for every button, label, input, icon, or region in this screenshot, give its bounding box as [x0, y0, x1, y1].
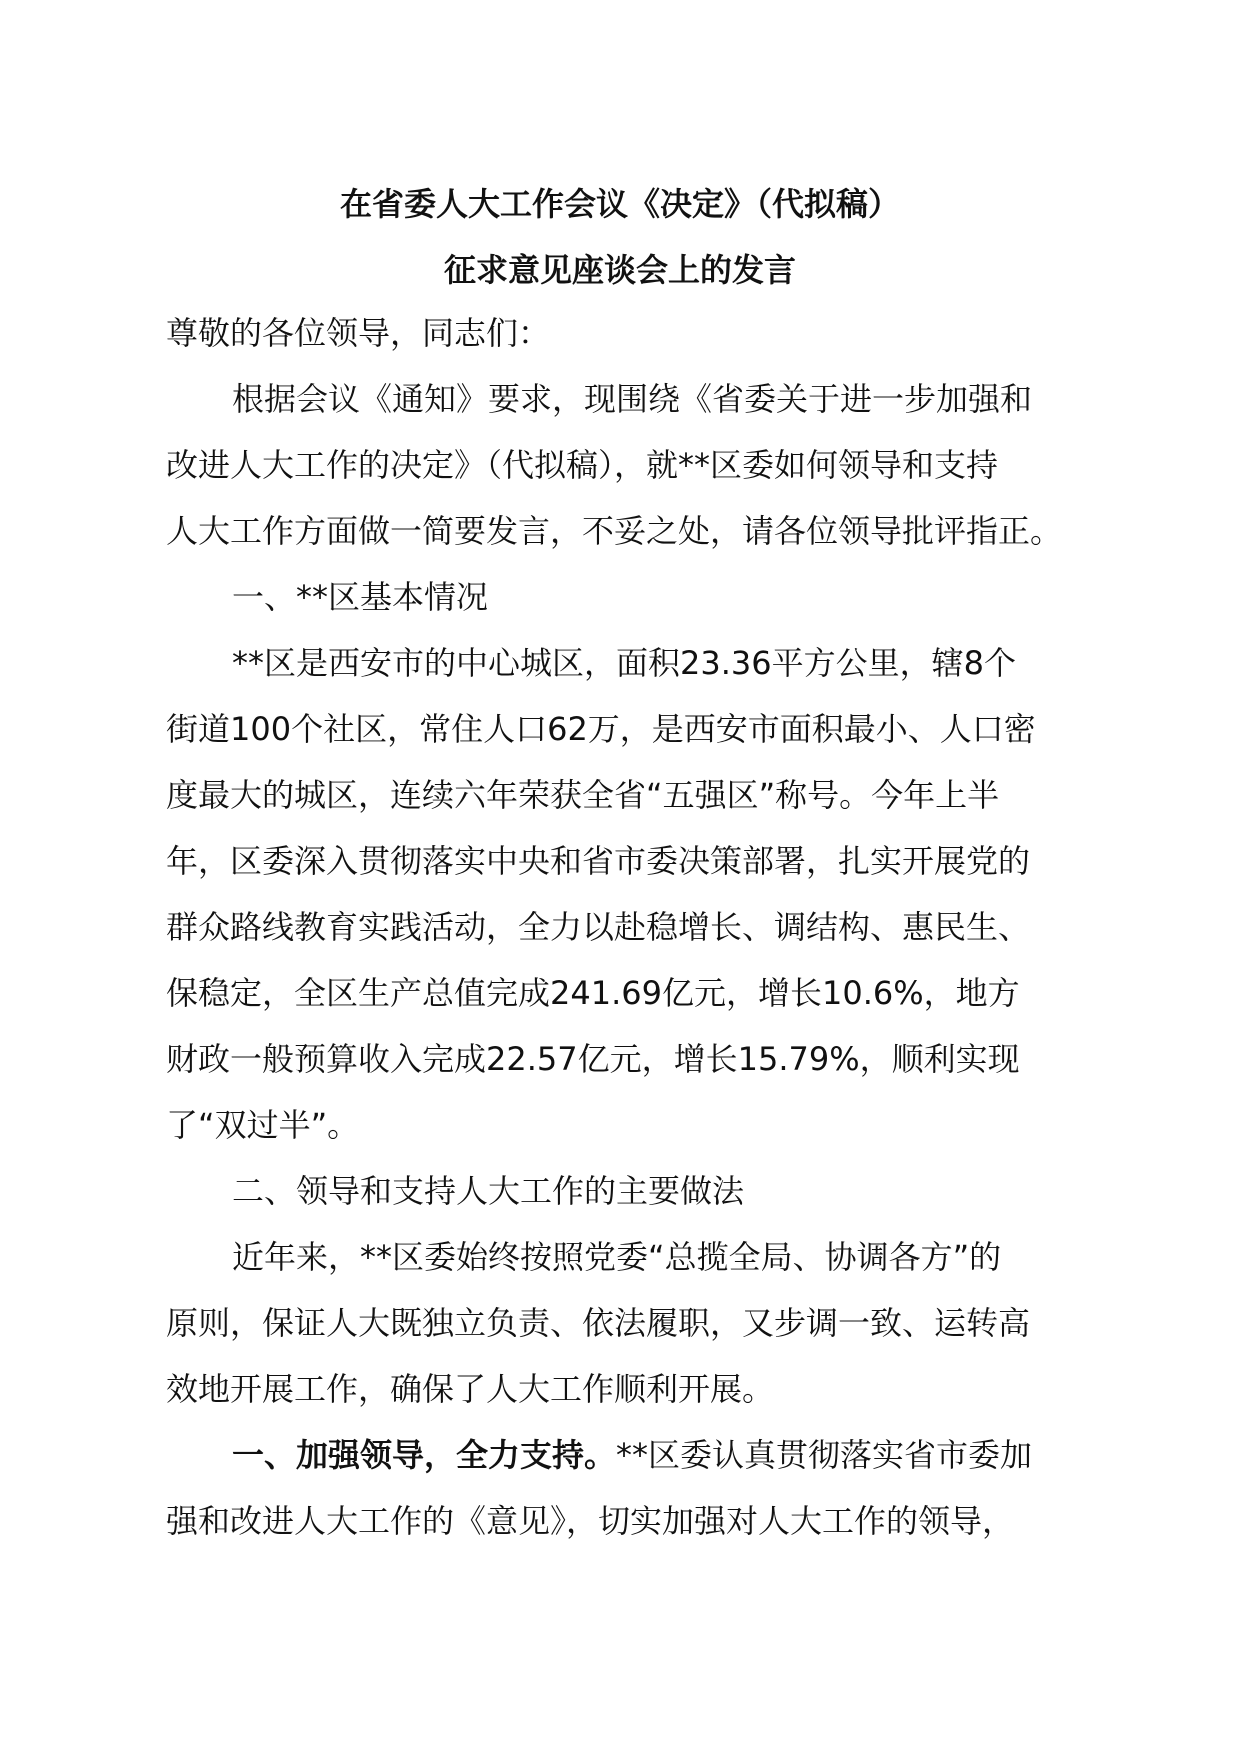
paragraph-line: 街道100个社区，常住人口62万，是西安市面积最小、人口密 — [166, 710, 1036, 748]
paragraph-line: 原则，保证人大既独立负责、依法履职，又步调一致、运转高 — [166, 1304, 1031, 1342]
paragraph-line: 财政一般预算收入完成22.57亿元，增长15.79%，顺利实现 — [166, 1040, 1020, 1078]
paragraph-line: 度最大的城区，连续六年荣获全省“五强区”称号。今年上半 — [166, 776, 1000, 814]
salutation: 尊敬的各位领导，同志们： — [166, 314, 551, 352]
paragraph-line: 保稳定，全区生产总值完成241.69亿元，增长10.6%，地方 — [166, 974, 1020, 1012]
paragraph-text: **区委认真贯彻落实省市委加 — [616, 1436, 1033, 1474]
paragraph-line: 根据会议《通知》要求，现围绕《省委关于进一步加强和 — [232, 380, 1033, 418]
section-heading-1: 一、**区基本情况 — [232, 578, 489, 616]
paragraph-line: **区是西安市的中心城区，面积23.36平方公里，辖8个 — [232, 644, 1016, 682]
paragraph-line — [166, 1422, 1086, 1488]
paragraph-line: 群众路线教育实践活动，全力以赴稳增长、调结构、惠民生、 — [166, 908, 1031, 946]
document-title-line-1: 在省委人大工作会议《决定》（代拟稿） — [339, 185, 900, 223]
paragraph-line: 人大工作方面做一简要发言，不妥之处，请各位领导批评指正。 — [166, 512, 1063, 550]
paragraph-line: 了“双过半”。 — [166, 1106, 360, 1144]
paragraph-line: 改进人大工作的决定》（代拟稿），就**区委如何领导和支持 — [166, 446, 999, 484]
document-body — [166, 300, 1086, 1554]
paragraph-line: 年，区委深入贯彻落实中央和省市委决策部署，扎实开展党的 — [166, 842, 1031, 880]
paragraph-line: 效地开展工作，确保了人大工作顺利开展。 — [166, 1370, 775, 1408]
paragraph-line: 近年来，**区委始终按照党委“总揽全局、协调各方”的 — [232, 1238, 1002, 1276]
section-heading-2: 二、领导和支持人大工作的主要做法 — [232, 1172, 745, 1210]
bold-lead-heading: 一、加强领导，全力支持。 — [232, 1436, 617, 1474]
paragraph-line: 强和改进人大工作的《意见》，切实加强对人大工作的领导， — [166, 1502, 1015, 1540]
document-title-line-2: 征求意见座谈会上的发言 — [443, 251, 796, 289]
